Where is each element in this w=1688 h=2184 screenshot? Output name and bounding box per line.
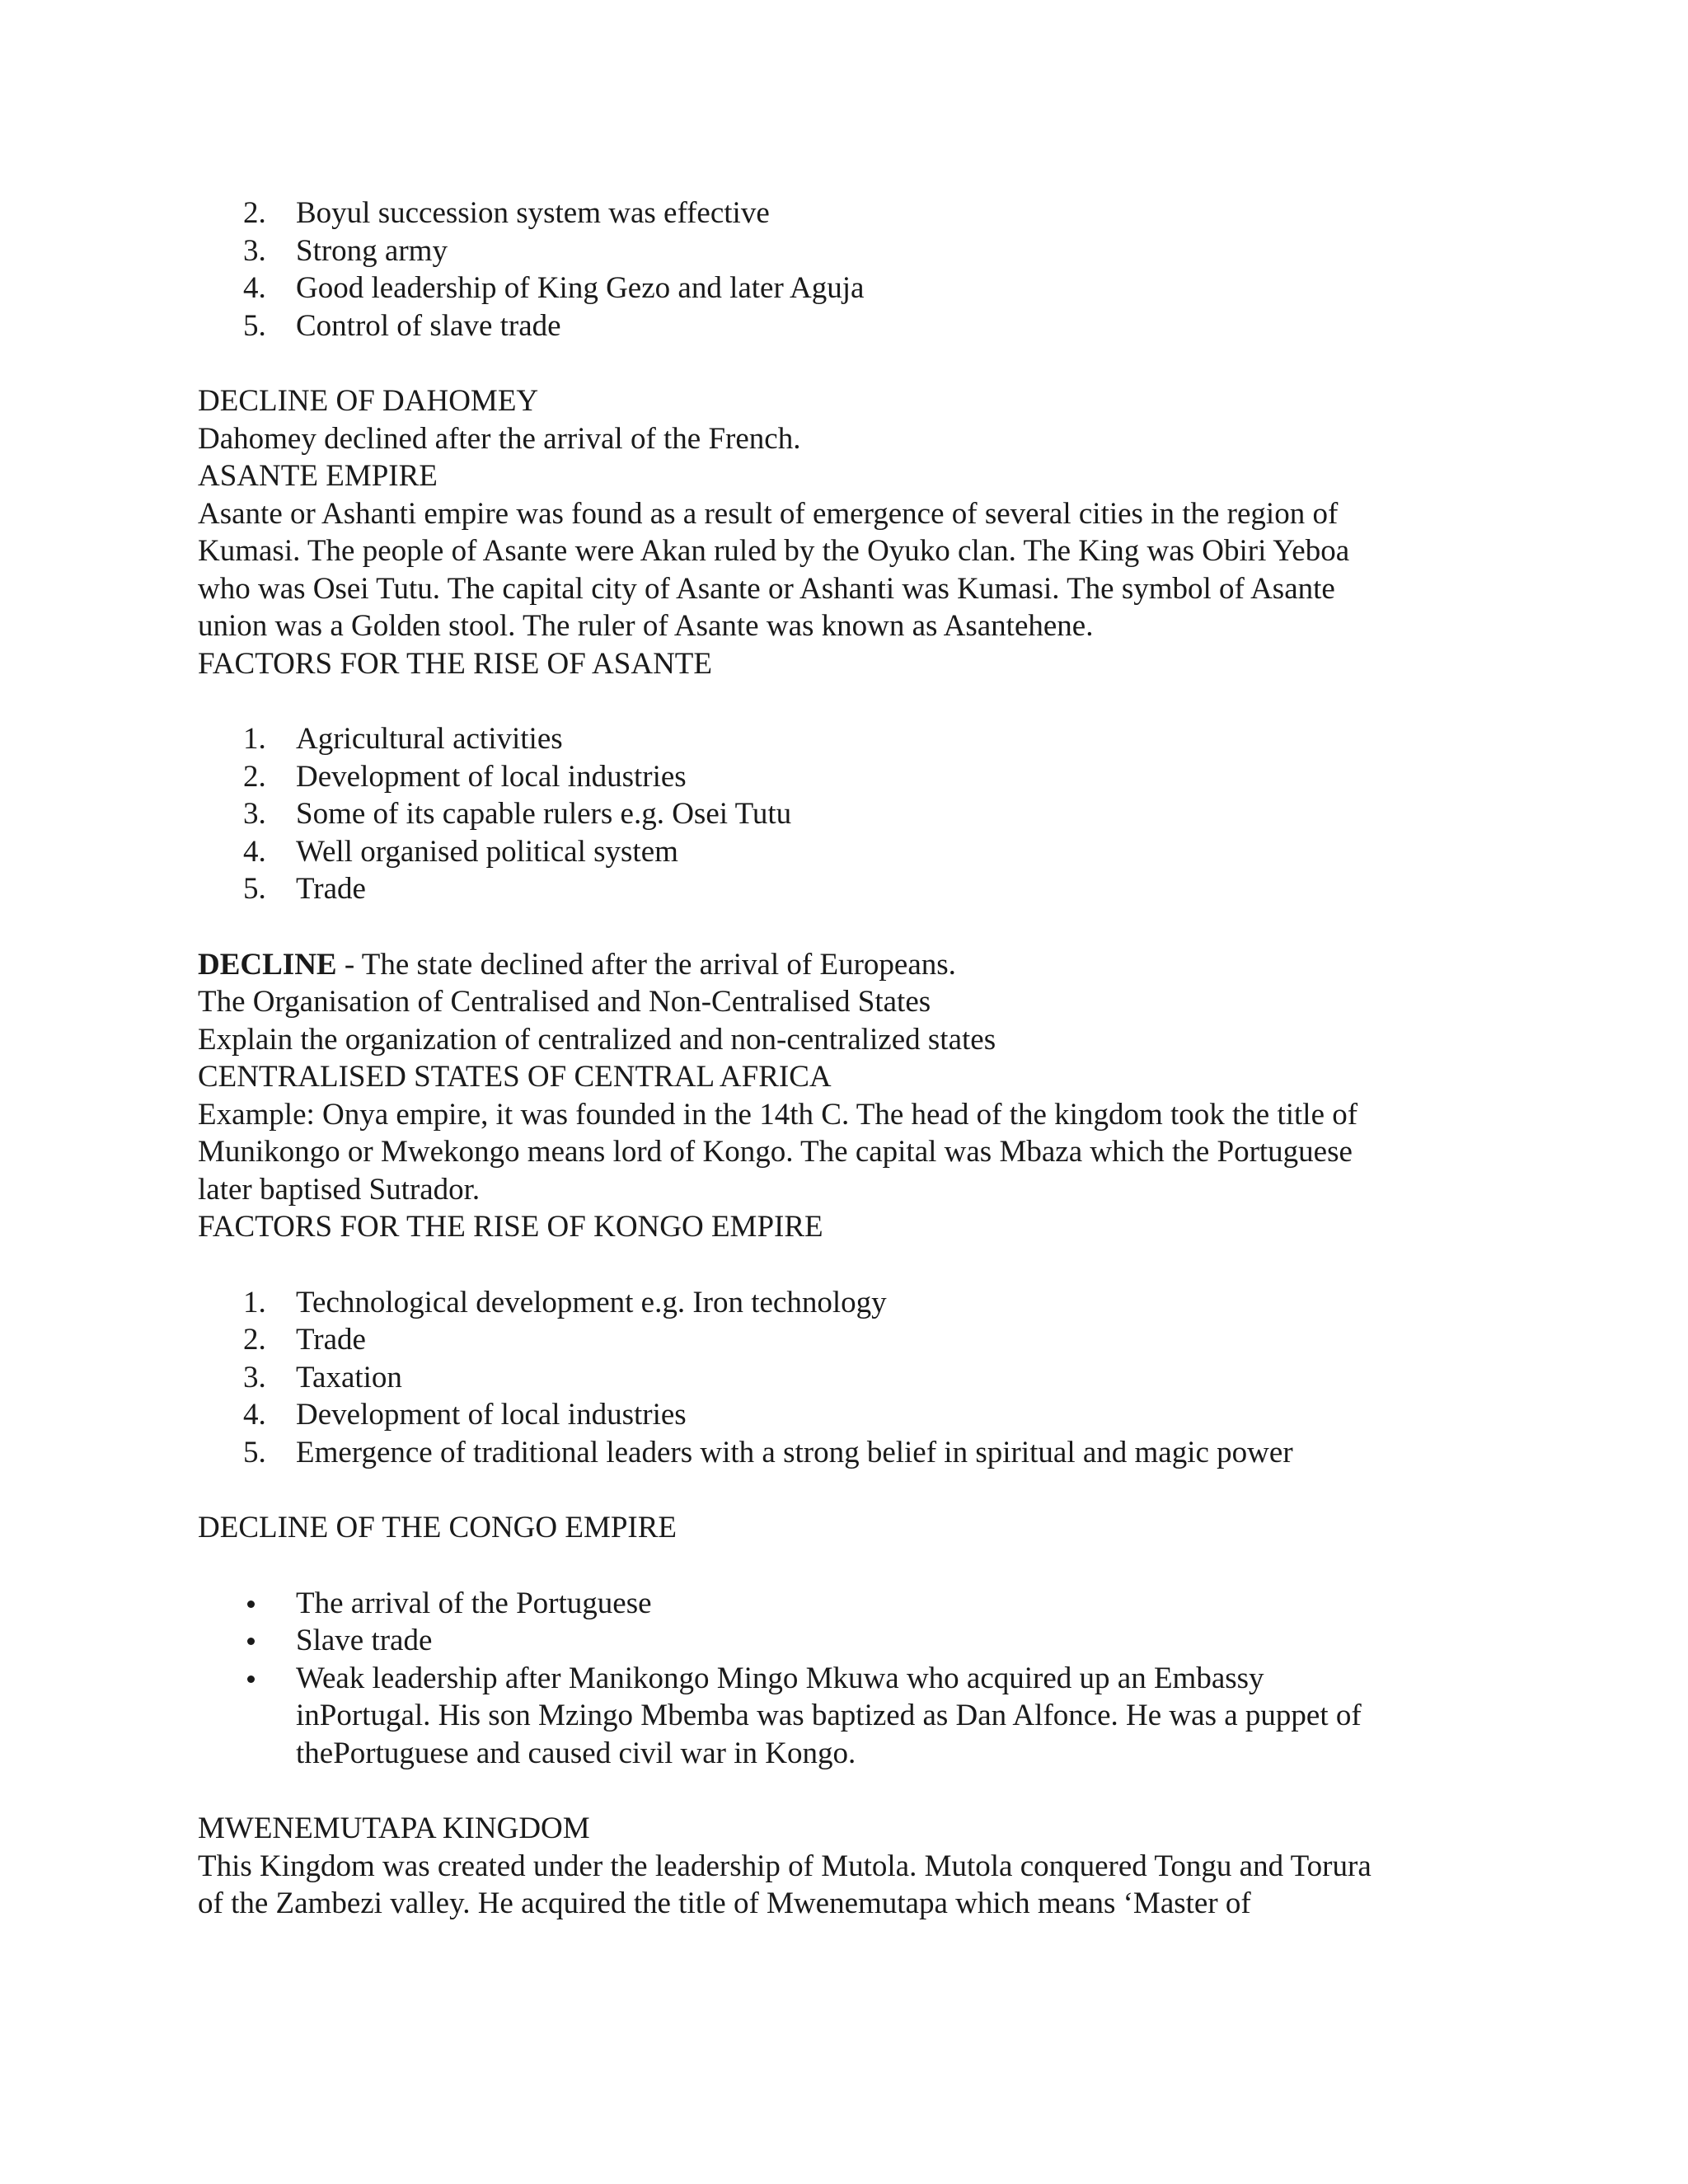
bullet-item-text-line: inPortugal. His son Mzingo Mbemba was baptized as Dan Alfonce. He was a puppet of — [296, 1699, 1362, 1732]
decline-label: DECLINE — [198, 947, 337, 982]
congo-decline-heading: DECLINE OF THE CONGO EMPIRE — [198, 1511, 678, 1544]
list-item — [198, 833, 1484, 871]
list-number: 3. — [243, 1360, 266, 1394]
list-item — [198, 269, 1484, 307]
list-item — [198, 870, 1484, 908]
bullet-item-text-line: Weak leadership after Manikongo Mingo Mkuwa who acquired up an Embassy — [296, 1661, 1264, 1695]
bullet-icon — [247, 1675, 255, 1683]
bullet-icon — [247, 1601, 255, 1608]
list-number: 1. — [243, 1285, 266, 1319]
asante-heading: ASANTE EMPIRE — [198, 459, 438, 493]
bullet-item-text-line: thePortuguese and caused civil war in Kongo. — [296, 1736, 856, 1770]
list-item-text: Taxation — [296, 1360, 402, 1394]
example-paragraph-line: Munikongo or Mwekongo means lord of Kongo. The capital was Mbaza which the Portuguese — [198, 1135, 1353, 1169]
list-item-text: Agricultural activities — [296, 722, 563, 756]
asante-factors-list — [198, 720, 1484, 908]
asante-factors-heading: FACTORS FOR THE RISE OF ASANTE — [198, 646, 712, 681]
list-item-text: Control of slave trade — [296, 308, 561, 343]
list-item-text: Technological development e.g. Iron technology — [296, 1285, 887, 1319]
organisation-heading: The Organisation of Centralised and Non-Centralised States — [198, 985, 931, 1019]
list-item — [198, 194, 1484, 232]
list-item — [198, 1321, 1484, 1359]
list-number: 4. — [243, 834, 266, 869]
list-number: 5. — [243, 872, 266, 906]
list-item-text: Development of local industries — [296, 759, 687, 794]
bullet-item — [198, 1585, 1484, 1623]
organisation-instruction: Explain the organization of centralized and non-centralized states — [198, 1022, 996, 1057]
list-number: 5. — [243, 1435, 266, 1469]
example-paragraph-line: later baptised Sutrador. — [198, 1172, 481, 1207]
list-number: 5. — [243, 308, 266, 343]
list-item — [198, 758, 1484, 796]
list-number: 1. — [243, 722, 266, 756]
list-item — [198, 1434, 1484, 1472]
congo-decline-list — [198, 1585, 1484, 1773]
bullet-item-text: The arrival of the Portuguese — [296, 1586, 652, 1620]
list-item-text: Trade — [296, 1323, 366, 1357]
document-page — [198, 194, 1484, 1923]
decline-dahomey-heading: DECLINE OF DAHOMEY — [198, 384, 539, 418]
bullet-item — [198, 1622, 1484, 1660]
list-item-text: Good leadership of King Gezo and later Aguja — [296, 271, 865, 305]
dahomey-factors-list — [198, 194, 1484, 344]
list-item — [198, 1284, 1484, 1322]
list-item-text: Strong army — [296, 233, 448, 268]
asante-paragraph-line: who was Osei Tutu. The capital city of Asante or Ashanti was Kumasi. The symbol of Asante — [198, 571, 1335, 606]
decline-statement — [198, 946, 1484, 984]
list-item — [198, 795, 1484, 833]
list-item — [198, 307, 1484, 345]
list-item-text: Some of its capable rulers e.g. Osei Tutu — [296, 797, 792, 831]
bullet-item — [198, 1660, 1484, 1773]
list-item — [198, 1396, 1484, 1434]
decline-dahomey-text: Dahomey declined after the arrival of the French. — [198, 421, 801, 456]
list-item-text: Emergence of traditional leaders with a strong belief in spiritual and magic power — [296, 1435, 1293, 1469]
asante-paragraph-line: Asante or Ashanti empire was found as a result of emergence of several cities in the region of — [198, 496, 1339, 531]
list-number: 2. — [243, 196, 266, 230]
mwenemutapa-heading: MWENEMUTAPA KINGDOM — [198, 1811, 590, 1845]
list-number: 3. — [243, 797, 266, 831]
central-africa-heading: CENTRALISED STATES OF CENTRAL AFRICA — [198, 1060, 832, 1094]
kongo-factors-heading: FACTORS FOR THE RISE OF KONGO EMPIRE — [198, 1210, 823, 1244]
kongo-factors-list — [198, 1284, 1484, 1472]
list-item — [198, 232, 1484, 270]
mwenemutapa-paragraph-line: This Kingdom was created under the leadership of Mutola. Mutola conquered Tongu and Torura — [198, 1849, 1372, 1883]
list-number: 2. — [243, 1323, 266, 1357]
mwenemutapa-paragraph-line: of the Zambezi valley. He acquired the title of Mwenemutapa which means ‘Master of — [198, 1886, 1251, 1920]
decline-text: - The state declined after the arrival of Europeans. — [336, 947, 956, 982]
list-item — [198, 720, 1484, 758]
list-item-text: Well organised political system — [296, 834, 678, 869]
bullet-icon — [247, 1638, 255, 1645]
asante-paragraph-line: union was a Golden stool. The ruler of Asante was known as Asantehene. — [198, 609, 1094, 643]
list-number: 2. — [243, 759, 266, 794]
example-paragraph-line: Example: Onya empire, it was founded in the 14th C. The head of the kingdom took the title of — [198, 1097, 1358, 1132]
list-number: 4. — [243, 271, 266, 305]
list-item-text: Boyul succession system was effective — [296, 196, 770, 230]
list-number: 4. — [243, 1398, 266, 1432]
bullet-item-text: Slave trade — [296, 1624, 433, 1657]
list-item-text: Development of local industries — [296, 1398, 687, 1432]
asante-paragraph-line: Kumasi. The people of Asante were Akan ruled by the Oyuko clan. The King was Obiri Yeboa — [198, 534, 1350, 568]
list-item-text: Trade — [296, 872, 366, 906]
list-number: 3. — [243, 233, 266, 268]
list-item — [198, 1359, 1484, 1397]
